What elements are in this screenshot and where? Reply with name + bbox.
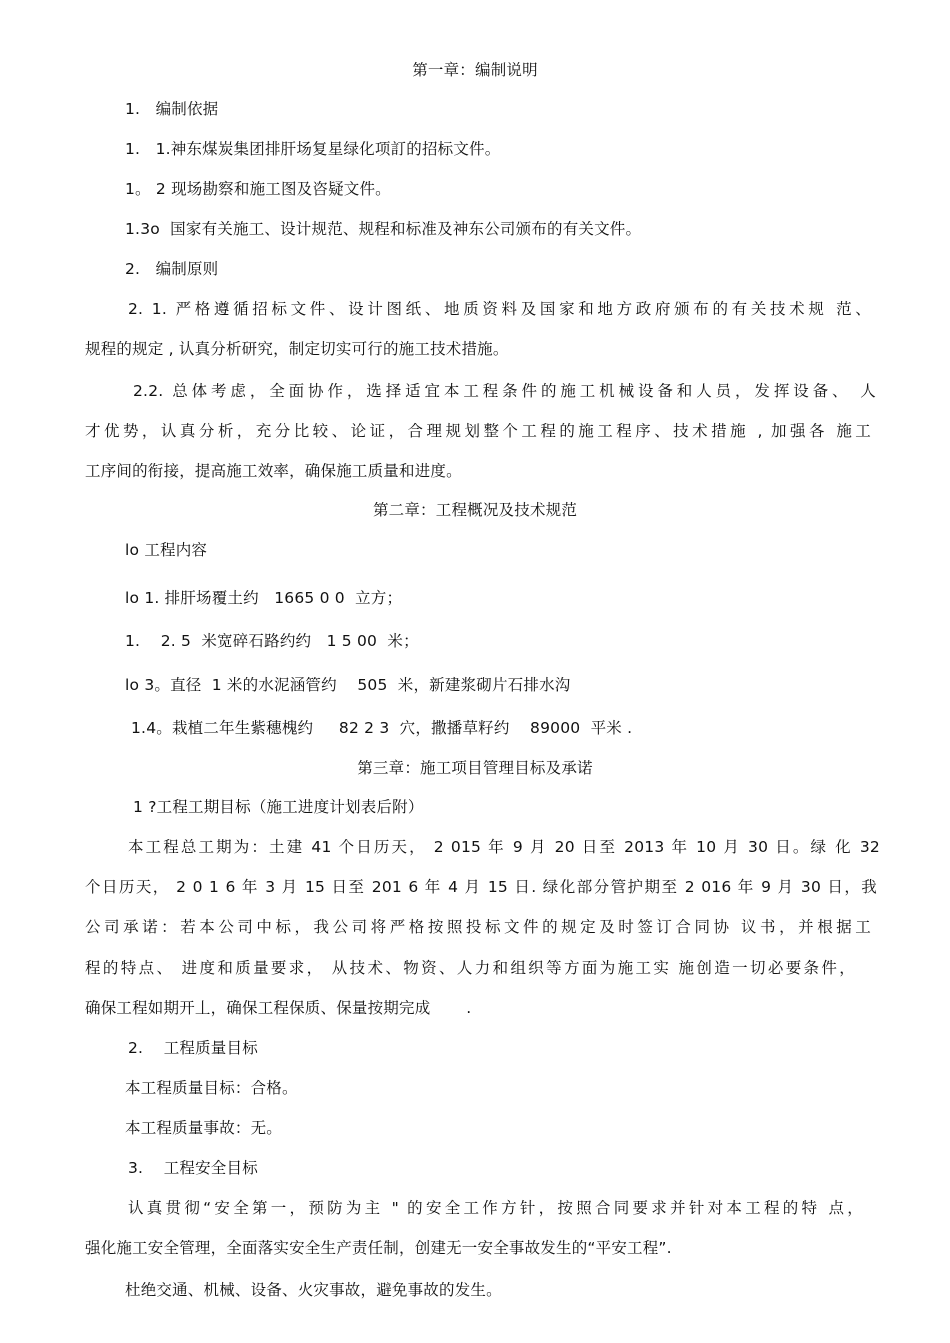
safety-para-line-3: 杜绝交通、机械、设备、火灾事故，避免事故的发生。 (125, 1281, 502, 1299)
schedule-para-line-5: 确保工程如期开丄，确保工程保质、保量按期完成 . (85, 999, 472, 1017)
schedule-para-line-1: 本工程总工期为：土建 41 个日历天， 2 015 年 9 月 20 日至 2013 年 10 月 30 日。绿 化 32 (128, 838, 880, 856)
section-2-heading: 2. 编制原则 (125, 260, 219, 278)
safety-para-line-1: 认真贯彻“安全第一，预防为主 " 的安全工作方针，按照合同要求并针对本工程的特 点， (128, 1199, 863, 1217)
quality-target-heading: 2. 工程质量目标 (128, 1039, 258, 1057)
content-item-4: 1.4。栽植二年生紫穗槐约 82 2 3 穴，撒播草籽约 89000 平米 . (131, 719, 633, 737)
chapter-3-title: 第三章：施工项目管理目标及承诺 (357, 759, 593, 777)
chapter-2-title: 第二章：工程概况及技术规范 (372, 501, 578, 519)
section-1-item-2: 1。 2 现场勘察和施工图及咨疑文件。 (125, 180, 391, 198)
principle-2-line-2: 才优势，认真分析，充分比较、论证，合理规划整个工程的施工程序、技术措施 , 加强各 施工 (85, 422, 871, 440)
quality-target-line: 本工程质量目标：合格。 (125, 1079, 298, 1097)
principle-2-line-1: 2.2. 总体考虑，全面协作，选择适宜本工程条件的施工机械设备和人员，发挥设备、 人 (133, 382, 876, 400)
schedule-para-line-3: 公司承诺：若本公司中标，我公司将严格按照投标文件的规定及时签订合同协 议书，并根据工 (85, 918, 871, 936)
schedule-para-line-4: 程的特点、 进度和质量要求， 从技术、物资、人力和组织等方面为施工实 施创造一切必要条件， (85, 959, 855, 977)
principle-1-line-2: 规程的规定 , 认真分析研究，制定切实可行的施工技术措施。 (85, 340, 509, 358)
section-1-item-1: 1. 1.神东煤炭集团排肝场复星绿化项訂的招标文件。 (125, 140, 501, 158)
safety-para-line-2: 强化施工安全管理，全面落实安全生产责任制，创建无一安全事故发生的“平安工程”. (85, 1239, 672, 1257)
section-1-item-3: 1.3o 国家有关施工、设计规范、规程和标准及神东公司颁布的有关文件。 (125, 220, 642, 238)
quality-accident-line: 本工程质量事故：无。 (125, 1119, 283, 1137)
principle-1-line-1: 2. 1. 严格遵循招标文件、设计图纸、地质资料及国家和地方政府颁布的有关技术规 范、 (128, 300, 871, 318)
engineering-content-heading: lo 工程内容 (125, 541, 208, 559)
content-item-2: 1. 2. 5 米宽碎石路约约 1 5 00 米； (125, 632, 419, 650)
content-item-3: lo 3。直径 1 米的水泥涵管约 505 米，新建浆砌片石排水沟 (125, 676, 571, 694)
schedule-para-line-2: 个日历天， 2 0 1 6 年 3 月 15 日至 201 6 年 4 月 15 日. 绿化部分管护期至 2 016 年 9 月 30 日，我 (85, 878, 877, 896)
section-1-heading: 1. 编制依据 (125, 100, 219, 118)
content-item-1: lo 1. 排肝场覆土约 1665 0 0 立方； (125, 589, 403, 607)
schedule-target-heading: 1 ?工程工期目标（施工进度计划表后附） (133, 798, 424, 816)
safety-target-heading: 3. 工程安全目标 (128, 1159, 258, 1177)
principle-2-line-3: 工序间的衔接，提高施工效率，确保施工质量和进度。 (85, 462, 462, 480)
chapter-1-title: 第一章：编制说明 (412, 61, 538, 79)
